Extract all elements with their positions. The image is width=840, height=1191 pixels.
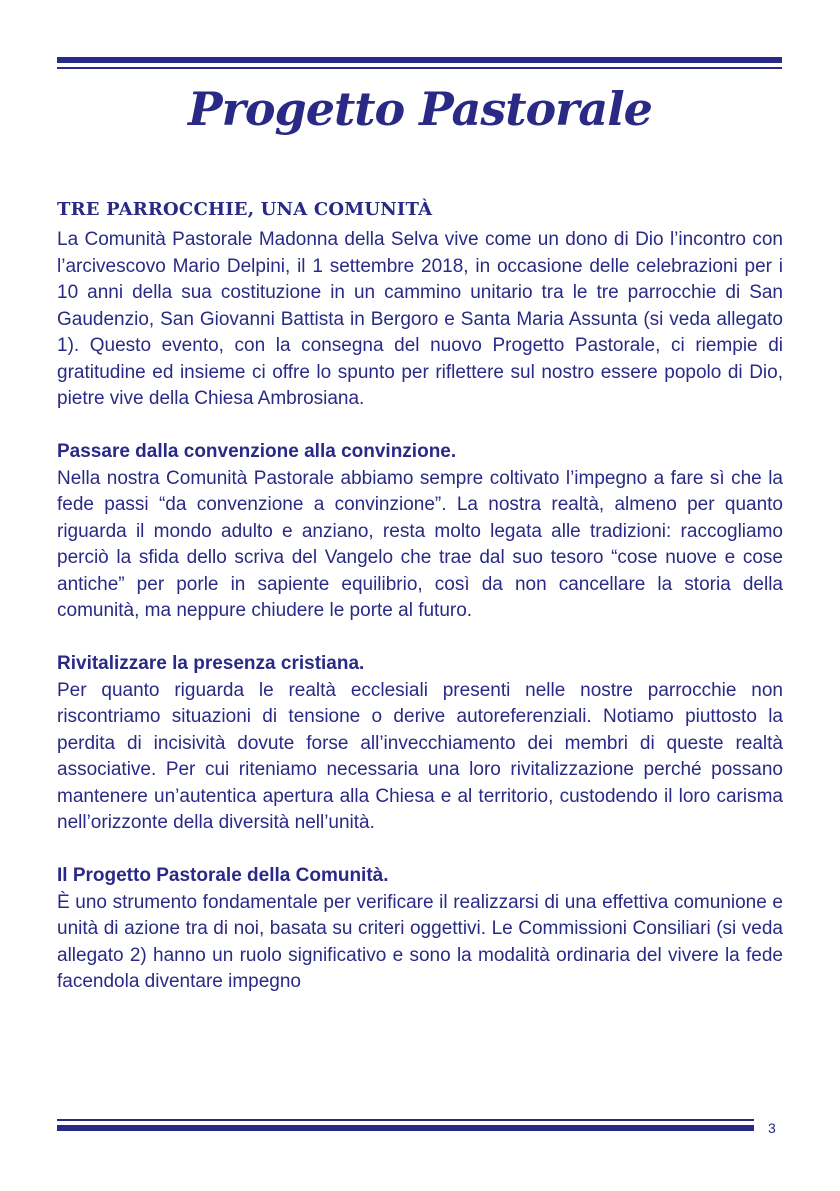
section-heading-convinzione: Passare dalla convenzione alla convinzione. xyxy=(57,441,457,462)
header-rule-thick xyxy=(57,57,782,63)
footer-rule-thick xyxy=(57,1125,754,1131)
page-content xyxy=(57,198,783,996)
intro-paragraph: La Comunità Pastorale Madonna della Selva vive come un dono di Dio l’incontro con l’arcivescovo Mario Delpini, il 1 settembre 2018, in occasione delle celebrazioni per i 10 anni della sua costituzione in un cammino unitario tra le tre parrocchie di San Gaudenzio, San Giovanni Battista in Bergoro e Santa Maria Assunta (si veda allegato 1). Questo evento, con la consegna del nuovo Progetto Pastorale, ci riempie di gratitudine ed insieme ci offre lo spunto per riflettere sul nostro essere popolo di Dio, pietre vive della Chiesa Ambrosiana. xyxy=(57,229,783,409)
section-heading-presenza: Rivitalizzare la presenza cristiana. xyxy=(57,653,365,674)
page-number: 3 xyxy=(768,1120,776,1136)
header-rule-thin xyxy=(57,67,782,69)
section-paragraph-progetto: È uno strumento fondamentale per verificare il realizzarsi di una effettiva comunione e unità di azione tra di noi, basata su criteri oggettivi. Le Commissioni Consiliari (si veda allegato 2) hanno un ruolo significativo e sono la modalità ordinaria del vivere la fede facendola diventare impegno xyxy=(57,891,783,992)
page-title: Progetto Pastorale xyxy=(188,82,652,136)
section-heading-progetto: Il Progetto Pastorale della Comunità. xyxy=(57,865,389,886)
main-heading: TRE PARROCCHIE, UNA COMUNITÀ xyxy=(57,199,433,220)
section-paragraph-convinzione: Nella nostra Comunità Pastorale abbiamo sempre coltivato l’impegno a fare sì che la fede passi “da convenzione a convinzione”. La nostra realtà, almeno per quanto riguarda il mondo adulto e anziano, resta molto legata alle tradizioni: raccogliamo perciò la sfida dello scriva del Vangelo che trae dal suo tesoro “cose nuove e cose antiche” per porle in sapiente equilibrio, così da non cancellare la storia della comunità, ma neppure chiudere le porte al futuro. xyxy=(57,467,783,621)
footer-rule-thin xyxy=(57,1119,754,1121)
section-paragraph-presenza: Per quanto riguarda le realtà ecclesiali presenti nelle nostre parrocchie non riscontriamo situazioni di tensione o derive autoreferenziali. Notiamo piuttosto la perdita di incisività dovute forse all’invecchiamento dei membri di queste realtà associative. Per cui riteniamo necessaria una loro rivitalizzazione perché possano mantenere un’autentica apertura alla Chiesa e al territorio, custodendo il loro carisma nell’orizzonte della diversità nell’unità. xyxy=(57,679,783,833)
